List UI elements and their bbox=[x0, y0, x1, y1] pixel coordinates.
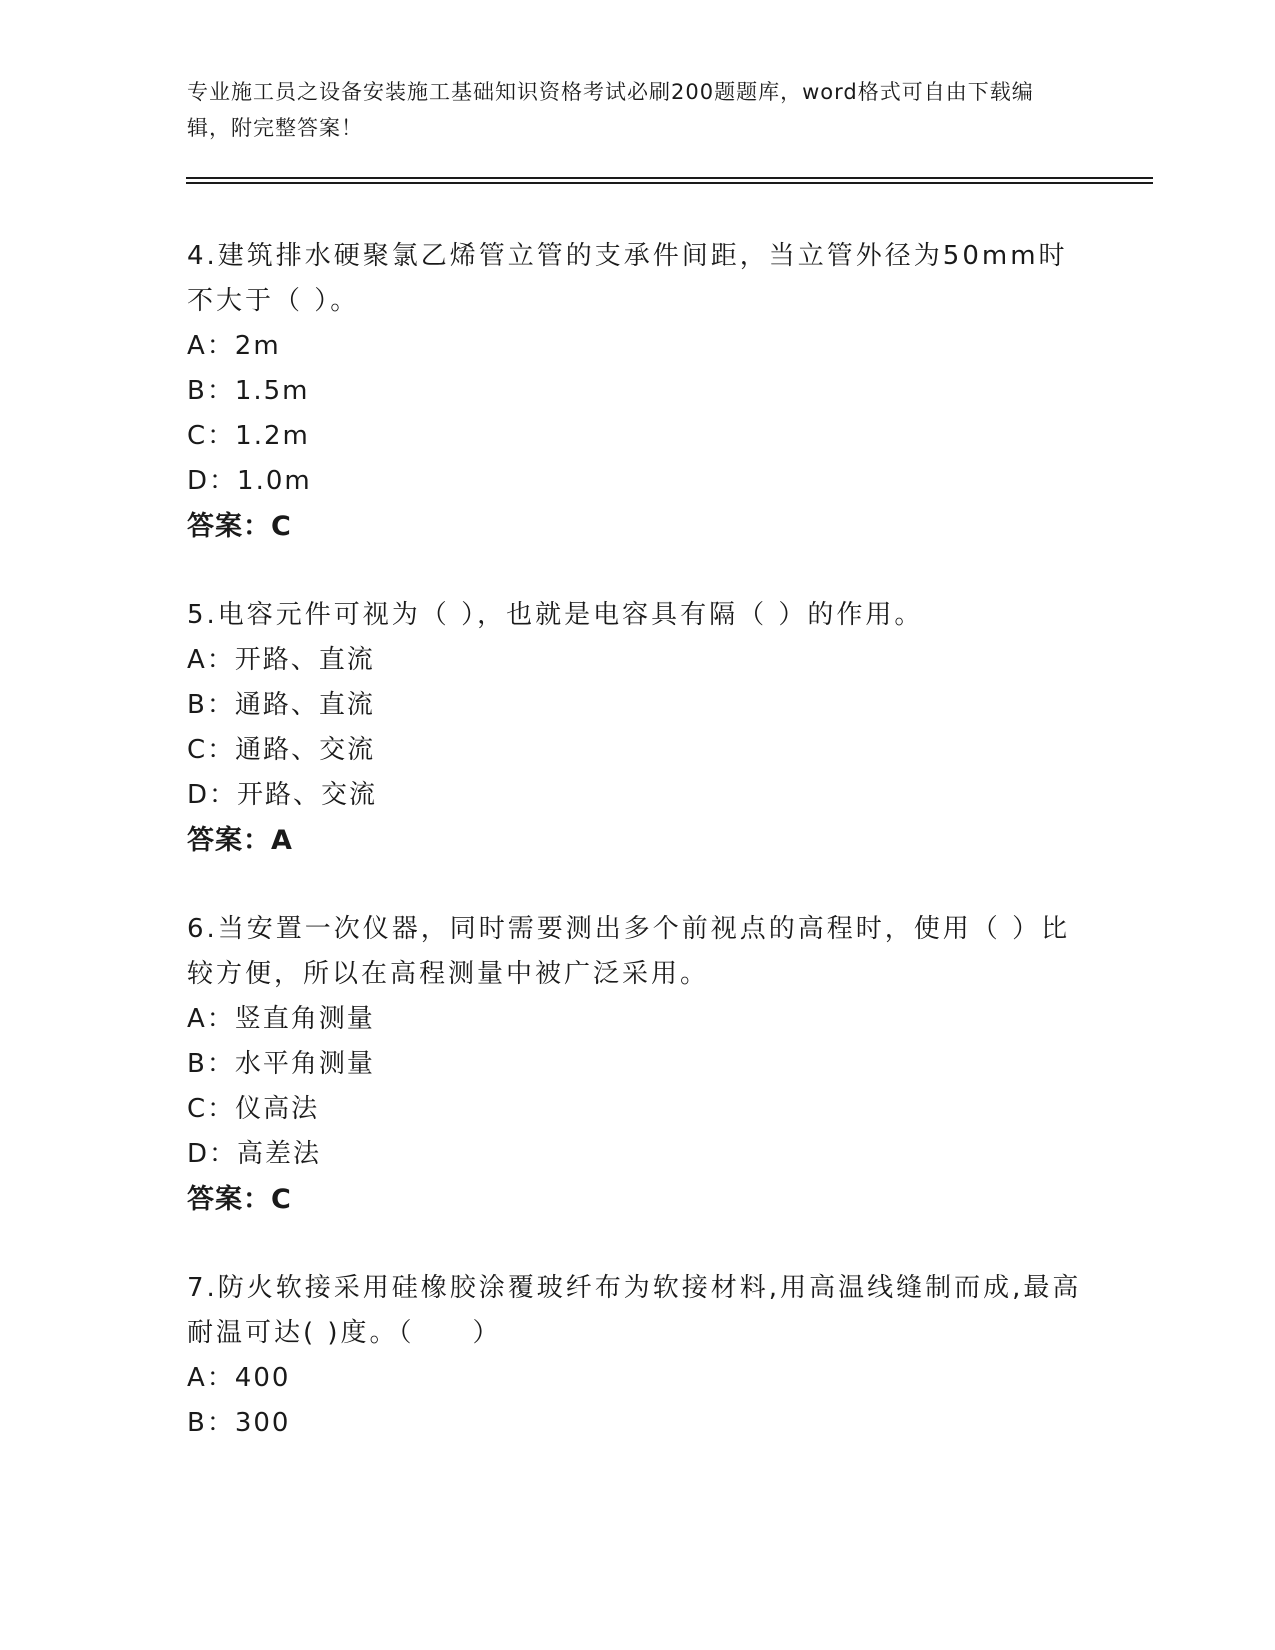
option-a: A：开路、直流 bbox=[187, 645, 375, 675]
answer-line: 答案：C bbox=[187, 1184, 292, 1215]
question-text: 7.防火软接采用硅橡胶涂覆玻纤布为软接材料,用高温线缝制而成,最高耐温可达( )度。（ ） bbox=[187, 1273, 1082, 1348]
question-list bbox=[187, 234, 1087, 1490]
question-text: 6.当安置一次仪器，同时需要测出多个前视点的高程时，使用（ ）比较方便，所以在高程测量中被广泛采用。 bbox=[187, 914, 1071, 989]
question-text: 4.建筑排水硬聚氯乙烯管立管的支承件间距，当立管外径为50mm时不大于（ ）。 bbox=[187, 241, 1068, 316]
option-d: D：1.0m bbox=[187, 466, 312, 496]
answer-line: 答案：C bbox=[187, 511, 292, 542]
option-b: B：1.5m bbox=[187, 376, 310, 406]
question-6 bbox=[187, 907, 1087, 1222]
option-a: A：竖直角测量 bbox=[187, 1004, 375, 1034]
question-4 bbox=[187, 234, 1087, 549]
option-b: B：300 bbox=[187, 1408, 291, 1438]
option-c: C：仪高法 bbox=[187, 1094, 320, 1124]
option-a: A：2m bbox=[187, 331, 281, 361]
document-header: 专业施工员之设备安装施工基础知识资格考试必刷200题题库，word格式可自由下载编辑，附完整答案！ bbox=[187, 80, 1034, 140]
option-b: B：水平角测量 bbox=[187, 1049, 375, 1079]
option-c: C：1.2m bbox=[187, 421, 310, 451]
question-7 bbox=[187, 1266, 1087, 1446]
option-c: C：通路、交流 bbox=[187, 735, 376, 765]
question-5 bbox=[187, 593, 1087, 863]
option-a: A：400 bbox=[187, 1363, 291, 1393]
option-b: B：通路、直流 bbox=[187, 690, 375, 720]
answer-line: 答案：A bbox=[187, 825, 293, 856]
option-d: D：高差法 bbox=[187, 1139, 322, 1169]
question-text: 5.电容元件可视为（ ），也就是电容具有隔（ ）的作用。 bbox=[187, 600, 924, 630]
header-divider-bottom bbox=[186, 182, 1153, 184]
option-d: D：开路、交流 bbox=[187, 780, 378, 810]
header-divider-top bbox=[186, 177, 1153, 179]
